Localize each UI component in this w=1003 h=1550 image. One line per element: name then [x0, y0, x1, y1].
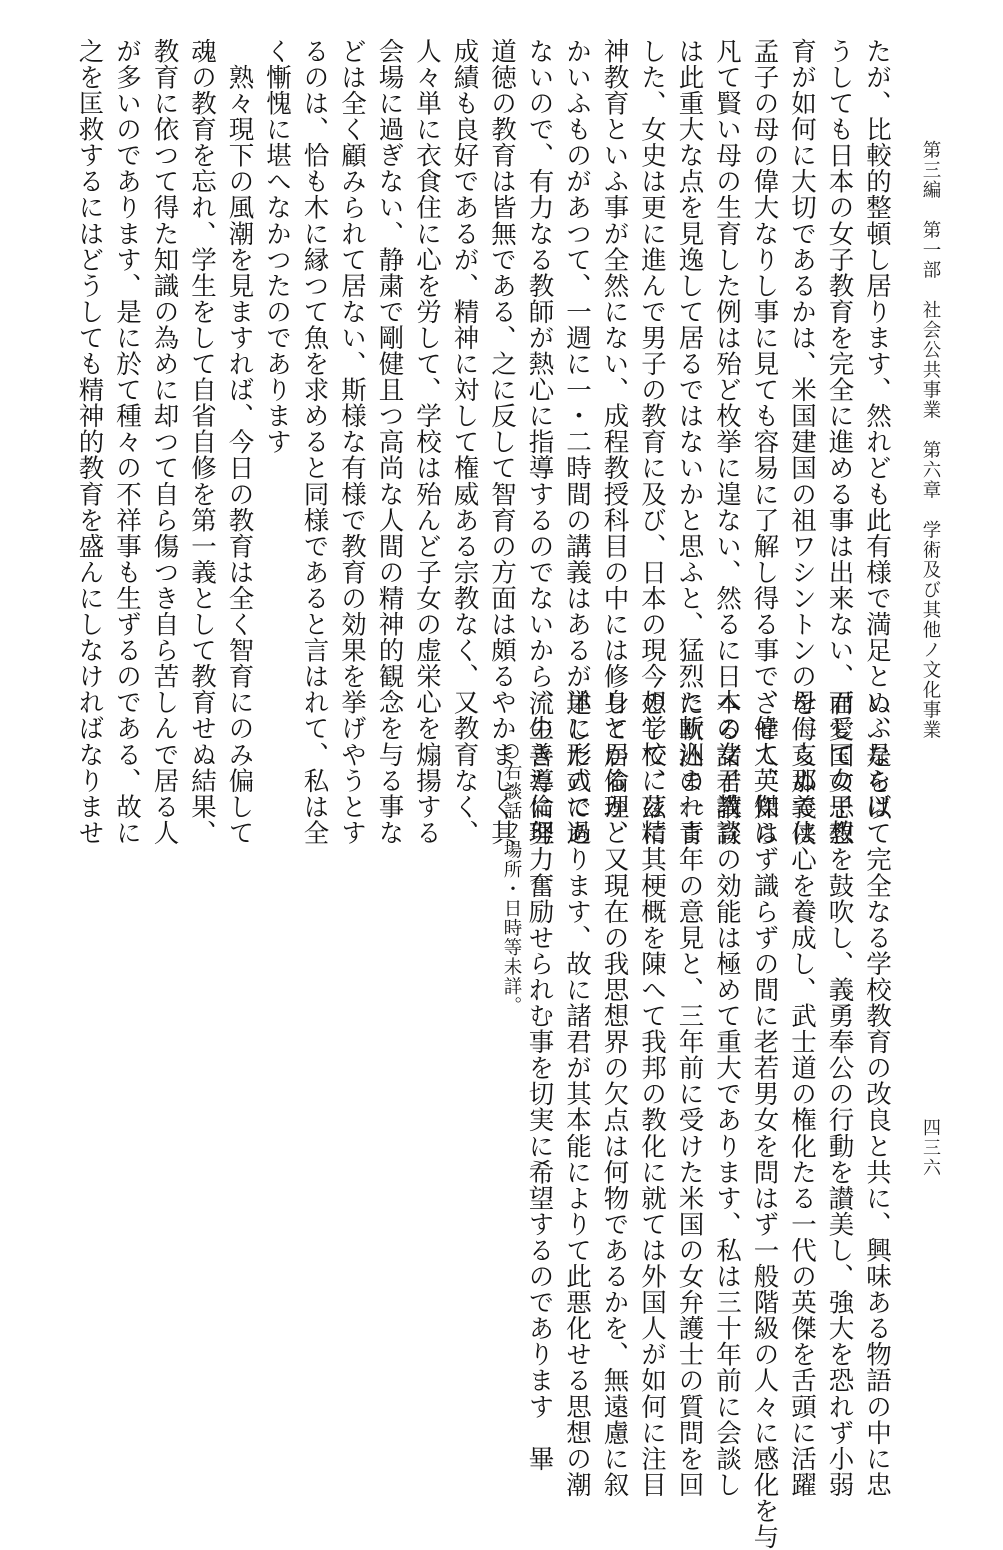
lower-text-block — [522, 690, 895, 1550]
text-column: 育が如何に大切であるかは、米国建国の祖ワシントンの母、支那では — [787, 38, 817, 846]
text-column: ないので、有力なる教師が熱心に指導するのでないから、生きた倫理 — [524, 38, 555, 846]
text-column: して居るか、又現在の我思想界の欠点は何物であるかを、無遠慮に叙 — [599, 690, 630, 1498]
text-column: るのは、恰も木に縁つて魚を求めると同様であると言はれて、私は全 — [299, 38, 330, 846]
text-column: 道徳の教育は皆無である、之に反して智育の方面は頗るやかましく其 — [487, 38, 517, 846]
editorial-note: ○右談話ノ場所・日時等未詳。 — [501, 740, 522, 1016]
text-column: 流の善導に努力奮励せられむ事を切実に希望するのであります 畢 — [524, 690, 555, 1472]
text-column: かいふものがあつて、一週に一・二時間の講義はあるが単に形式に過 — [562, 38, 592, 846]
text-column: 君愛国の思想を鼓吹し、義勇奉公の行動を讃美し、強大を恐れず小弱 — [824, 690, 855, 1498]
text-column: 魂の教育を忘れ、学生をして自省自修を第一義として教育せぬ結果、 — [187, 38, 217, 846]
text-column: へる諸君講談の効能は極めて重大であります、私は三十年前に会談し — [712, 690, 742, 1498]
text-column: 想して、茲に其梗概を陳へて我邦の教化に就ては外国人が如何に注目 — [637, 690, 667, 1498]
text-column: 述したのであります、故に諸君が其本能によりて此悪化せる思想の潮 — [562, 690, 592, 1498]
text-column: どは全く顧みられて居ない、斯様な有様で教育の効果を挙げやうとす — [337, 38, 367, 846]
text-column: ぬ、是を以て完全なる学校教育の改良と共に、興味ある物語の中に忠 — [862, 690, 892, 1498]
text-column: 神教育といふ事が全然にない、成程教授科目の中には修身とか倫理と — [599, 38, 630, 846]
text-column: させて、知らず識らずの間に老若男女を問はず一般階級の人々に感化を与 — [749, 690, 780, 1550]
text-column: 凡て賢い母の生育した例は殆ど枚挙に遑ない、然るに日本の女子教育 — [712, 38, 742, 846]
text-column: たが、比較的整頓し居ります、然れども此有様で満足といふならば — [862, 38, 892, 820]
text-column: 教育に依つて得た知識の為めに却つて自ら傷つき自ら苦しんで居る人 — [149, 38, 180, 846]
text-column: 会場に過ぎない、静粛で剛健且つ高尚な人間の精神的観念を与る事な — [374, 38, 405, 846]
text-column: 之を匡救するにはどうしても精神的教育を盛んにしなければなりませ — [74, 38, 105, 846]
text-column: 成績も良好であるが、精神に対して権威ある宗教なく、又教育なく、 — [449, 38, 480, 846]
text-column: を侮らぬ義侠心を養成し、武士道の権化たる一代の英傑を舌頭に活躍 — [787, 690, 817, 1498]
text-column: た欧洲の一青年の意見と、三年前に受けた米国の女弁護士の質問を回 — [674, 690, 705, 1498]
text-column: が多いのであります、是に於て種々の不祥事も生ずるのである、故に — [112, 38, 142, 846]
text-column: は此重大な点を見逸して居るではないかと思ふと、猛烈に斬込まれま — [674, 38, 705, 846]
page-number: 四三六 — [920, 1118, 941, 1178]
text-column: く慚愧に堪へなかつたのであります — [262, 38, 292, 455]
text-column: 孟子の母の偉大なりし事に見ても容易に了解し得る事で、偉人英傑は — [749, 38, 780, 846]
text-column: うしても日本の女子教育を完全に進める事は出来ない、而して女子教 — [824, 38, 855, 846]
text-column: 人々単に衣食住に心を労して、学校は殆んど子女の虚栄心を煽揚する — [412, 38, 442, 846]
text-column: した、女史は更に進んで男子の教育に及び、日本の現今の学校には精 — [637, 38, 667, 846]
text-column: 熟々現下の風潮を見ますれば、今日の教育は全く智育にのみ偏して — [224, 38, 255, 846]
upper-text-block — [73, 38, 895, 846]
running-header: 第三編 第一部 社会公共事業 第六章 学術及び其他ノ文化事業 — [920, 140, 941, 740]
